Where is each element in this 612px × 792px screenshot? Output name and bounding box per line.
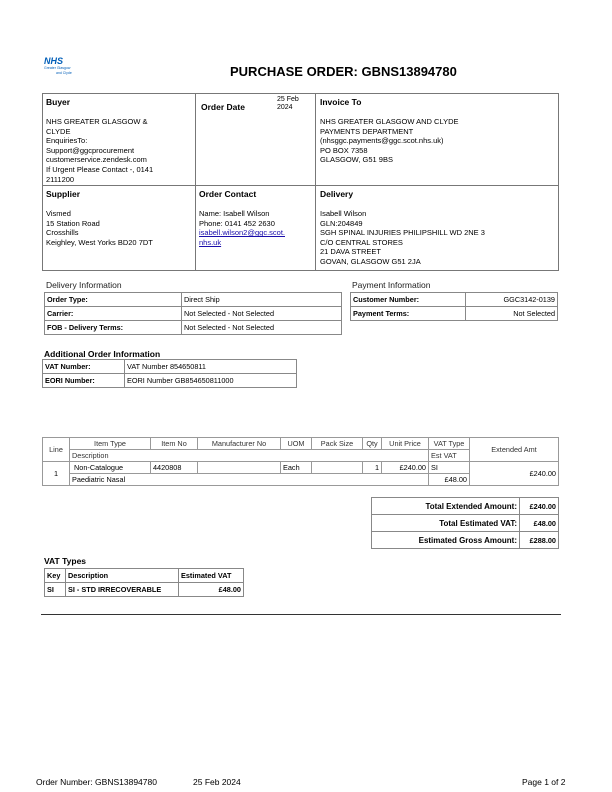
line-items-table <box>42 437 559 486</box>
payment-info-table <box>350 292 558 321</box>
divider <box>41 614 561 615</box>
order-date-value: 25 Feb 2024 <box>277 96 299 111</box>
supplier-label: Supplier <box>46 189 81 199</box>
table-row: Payment Terms: Not Selected <box>351 307 558 321</box>
additional-info-table <box>42 359 297 388</box>
nhs-logo-text: NHS <box>44 56 64 66</box>
contact-phone: Phone: 0141 452 2630 <box>199 218 275 228</box>
delivery-address: Isabell Wilson GLN:204849 SGH SPINAL INJURIES PHILIPSHILL WD 2NE 3 C/O CENTRAL STORES 21 DAVA STREET GOVAN, GLASGOW G51 2JA <box>320 209 485 266</box>
footer-order-number: Order Number: GBNS13894780 <box>36 777 157 787</box>
vat-types-table <box>44 568 244 597</box>
payment-info-title: Payment Information <box>352 280 431 290</box>
delivery-info-table <box>44 292 342 335</box>
table-row: Total Extended Amount: £240.00 <box>372 498 559 515</box>
table-row: VAT Number: VAT Number 854650811 <box>43 360 297 374</box>
items-header-row: Line Item Type Item No Manufacturer No UOM Pack Size Qty Unit Price VAT Type Extended Amt <box>43 438 559 450</box>
page-title: PURCHASE ORDER: GBNS13894780 <box>230 64 457 79</box>
table-row: Carrier: Not Selected - Not Selected <box>45 307 342 321</box>
delivery-info-title: Delivery Information <box>46 280 122 290</box>
nhs-logo-sub1: Greater Glasgow <box>44 66 71 70</box>
order-date-label: Order Date <box>201 102 245 112</box>
table-row: Key Description Estimated VAT <box>45 569 244 583</box>
items-subheader-row: Description Est VAT <box>43 450 559 462</box>
table-row: Order Type: Direct Ship <box>45 293 342 307</box>
footer-page-number: Page 1 of 2 <box>522 777 566 787</box>
contact-name: Name: Isabell Wilson <box>199 209 270 218</box>
order-contact-label: Order Contact <box>199 189 257 199</box>
delivery-label: Delivery <box>320 189 354 199</box>
table-row: EORI Number: EORI Number GB854650811000 <box>43 374 297 388</box>
invoice-to-label: Invoice To <box>320 97 362 107</box>
table-row: SI SI - STD IRRECOVERABLE £48.00 <box>45 583 244 597</box>
footer-date: 25 Feb 2024 <box>193 777 241 787</box>
buyer-label: Buyer <box>46 97 71 107</box>
vat-types-title: VAT Types <box>44 556 87 566</box>
table-row: FOB - Delivery Terms: Not Selected - Not Selected <box>45 321 342 335</box>
supplier-address: Vismed 15 Station Road Crosshills Keighley, West Yorks BD20 7DT <box>46 209 153 247</box>
table-row-description: Paediatric Nasal £48.00 <box>43 474 559 486</box>
invoice-to-address: NHS GREATER GLASGOW AND CLYDE PAYMENTS DEPARTMENT (nhsggc.payments@ggc.scot.nhs.uk) PO BOX 7358 GLASGOW, G51 9BS <box>320 117 459 165</box>
contact-email-link[interactable]: isabell.wilson2@ggc.scot. <box>199 228 285 238</box>
contact-email-link-cont[interactable]: nhs.uk <box>199 237 222 247</box>
additional-info-title: Additional Order Information <box>44 349 161 359</box>
nhs-logo <box>44 56 84 75</box>
table-row: Estimated Gross Amount: £288.00 <box>372 532 559 549</box>
table-row: Total Estimated VAT: £48.00 <box>372 515 559 532</box>
table-row: 1 Non-Catalogue 4420808 Each 1 £240.00 SI £240.00 <box>43 462 559 474</box>
table-row: Customer Number: GGC3142-0139 <box>351 293 558 307</box>
nhs-logo-sub2: and Clyde <box>56 71 72 75</box>
totals-table <box>371 497 559 549</box>
buyer-address: NHS GREATER GLASGOW & CLYDE EnquiriesTo: Support@ggcprocurement customerservice.zendesk.com If Urgent Please Contact -, 0141 2111200 <box>46 117 154 184</box>
order-contact-details <box>199 209 285 247</box>
